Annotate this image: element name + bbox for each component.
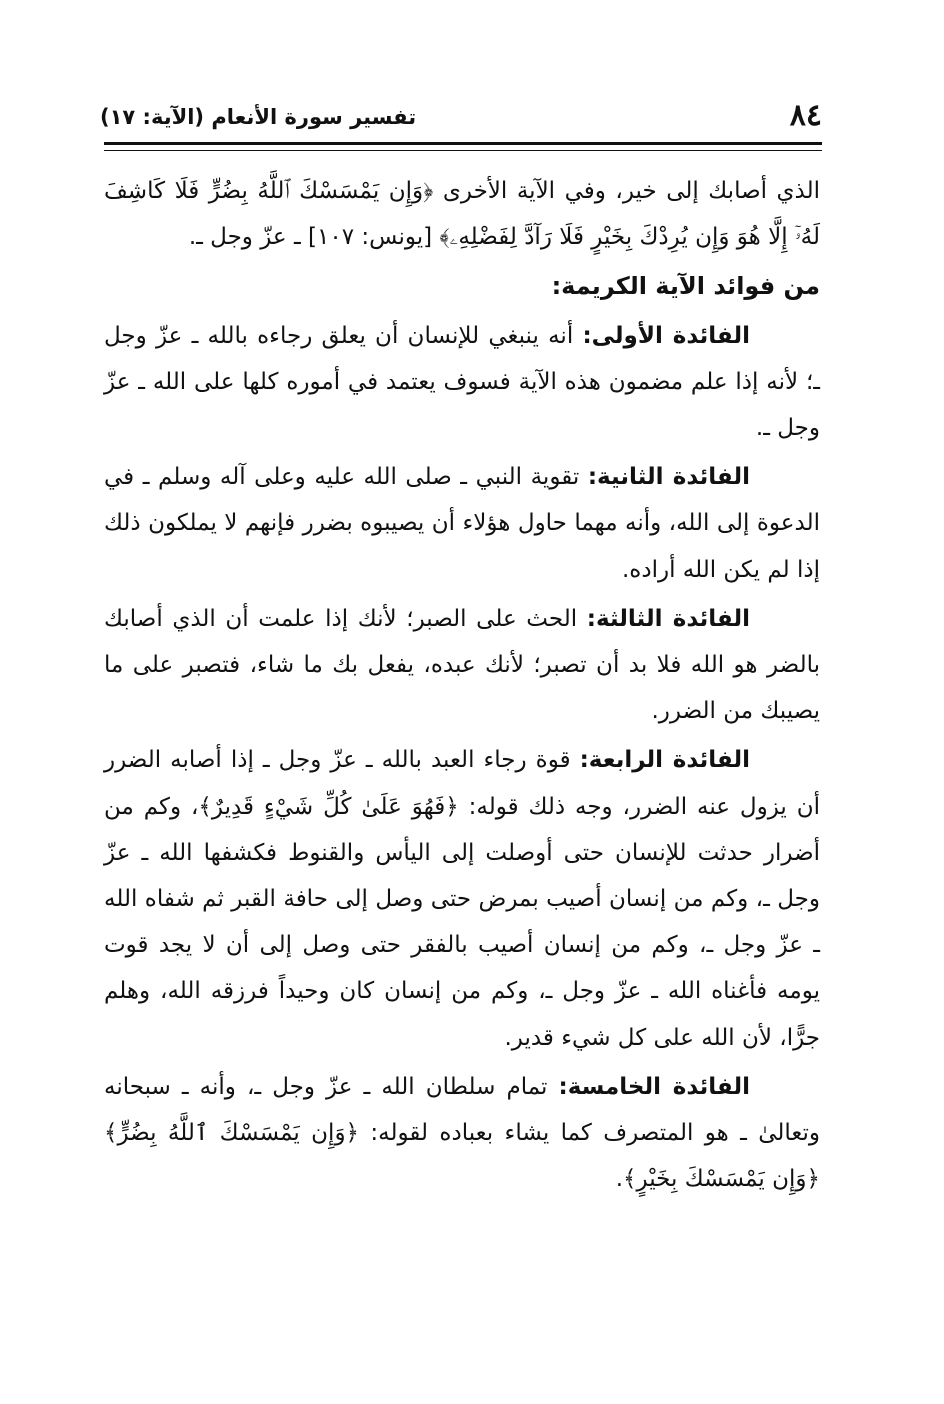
paragraph-end: . — [615, 1166, 624, 1193]
benefit-title: الفائدة الأولى: — [582, 322, 750, 349]
page-header — [100, 96, 822, 140]
section-heading: من فوائد الآية الكريمة: — [551, 272, 820, 301]
quran-verse: ﴿وَإِن يَمْسَسْكَ ٱللَّهُ بِضُرٍّ﴾ — [104, 1120, 360, 1147]
benefit-text: أنه ينبغي للإنسان أن يعلق رجاءه بالله ـ عزّ وجل ـ؛ لأنه إذا علم مضمون هذه الآية فسوف يعتمد في أموره كلها على الله ـ عزّ وجل ـ. — [104, 322, 820, 442]
running-title: تفسير سورة الأنعام (الآية: ١٧) — [100, 105, 417, 129]
benefit-title: الفائدة الثانية: — [587, 464, 750, 491]
benefit-paragraph-5 — [104, 1064, 820, 1203]
page-body — [104, 168, 820, 1205]
benefit-paragraph-3 — [104, 596, 820, 735]
benefit-text: قوة رجاء العبد بالله ـ عزّ وجل ـ إذا أصابه الضرر أن يزول عنه الضرر، وجه ذلك قوله: — [104, 747, 820, 820]
quran-verse: ﴿وَإِن يَمْسَسْكَ بِخَيْرٍ﴾ — [623, 1166, 820, 1193]
benefit-text: الحث على الصبر؛ لأنك إذا علمت أن الذي أصابك بالضر هو الله فلا بد أن تصبر؛ لأنك عبده، يفعل بك ما شاء، فتصبر على ما يصيبك من الضرر. — [104, 605, 820, 725]
quran-verse: ﴿فَهُوَ عَلَىٰ كُلِّ شَيْءٍ قَدِيرٌ﴾ — [198, 793, 459, 820]
header-rule-thick — [104, 142, 822, 145]
benefit-title: الفائدة الثالثة: — [586, 605, 750, 632]
header-rule-thin — [104, 150, 822, 151]
benefit-paragraph-1 — [104, 313, 820, 452]
intro-text-end: ـ عزّ وجل ـ. — [188, 224, 309, 251]
benefit-paragraph-4 — [104, 737, 820, 1060]
page-number: ٨٤ — [789, 98, 822, 133]
benefit-title: الفائدة الرابعة: — [579, 747, 750, 774]
intro-text: الذي أصابك إلى خير، وفي الآية الأخرى — [433, 178, 821, 204]
benefit-text-cont: ، وكم من أضرار حدثت للإنسان حتى أوصلت إلى اليأس والقنوط فكشفها الله ـ عزّ وجل ـ، وكم من إنسان أصيب بمرض حتى وصل إلى حافة القبر ثم شفاه الله ـ عزّ وجل ـ، وكم من إنسان أصيب بالفقر حتى وصل إلى أن لا يجد قوت يومه فأغناه الله ـ عزّ وجل ـ، وكم من إنسان كان وحيداً فرزقه الله، وهلم جرًّا، لأن الله على كل شيء قدير. — [104, 793, 820, 1051]
verse-reference: [يونس: ١٠٧] — [308, 224, 440, 251]
benefit-text: تمام سلطان الله ـ عزّ وجل ـ، وأنه ـ سبحانه وتعالىٰ ـ هو المتصرف كما يشاء بعباده لقوله: — [104, 1073, 820, 1147]
intro-paragraph — [104, 168, 820, 260]
benefit-paragraph-2 — [104, 454, 820, 593]
benefit-title: الفائدة الخامسة: — [558, 1073, 751, 1100]
quran-verse: ﴿وَإِن يَمْسَسْكَ ٱللَّهُ بِضُرٍّ فَلَا كَاشِفَ لَهُۥٓ إِلَّا هُوَ وَإِن يُرِدْكَ بِخَيْرٍ فَلَا رَآدَّ لِفَضْلِهِۦ﴾ — [104, 178, 820, 251]
benefit-text: تقوية النبي ـ صلى الله عليه وعلى آله وسلم ـ في الدعوة إلى الله، وأنه مهما حاول هؤلاء أن يصيبوه بضرر فإنهم لا يملكون ذلك إذا لم يكن الله أراده. — [104, 464, 820, 583]
